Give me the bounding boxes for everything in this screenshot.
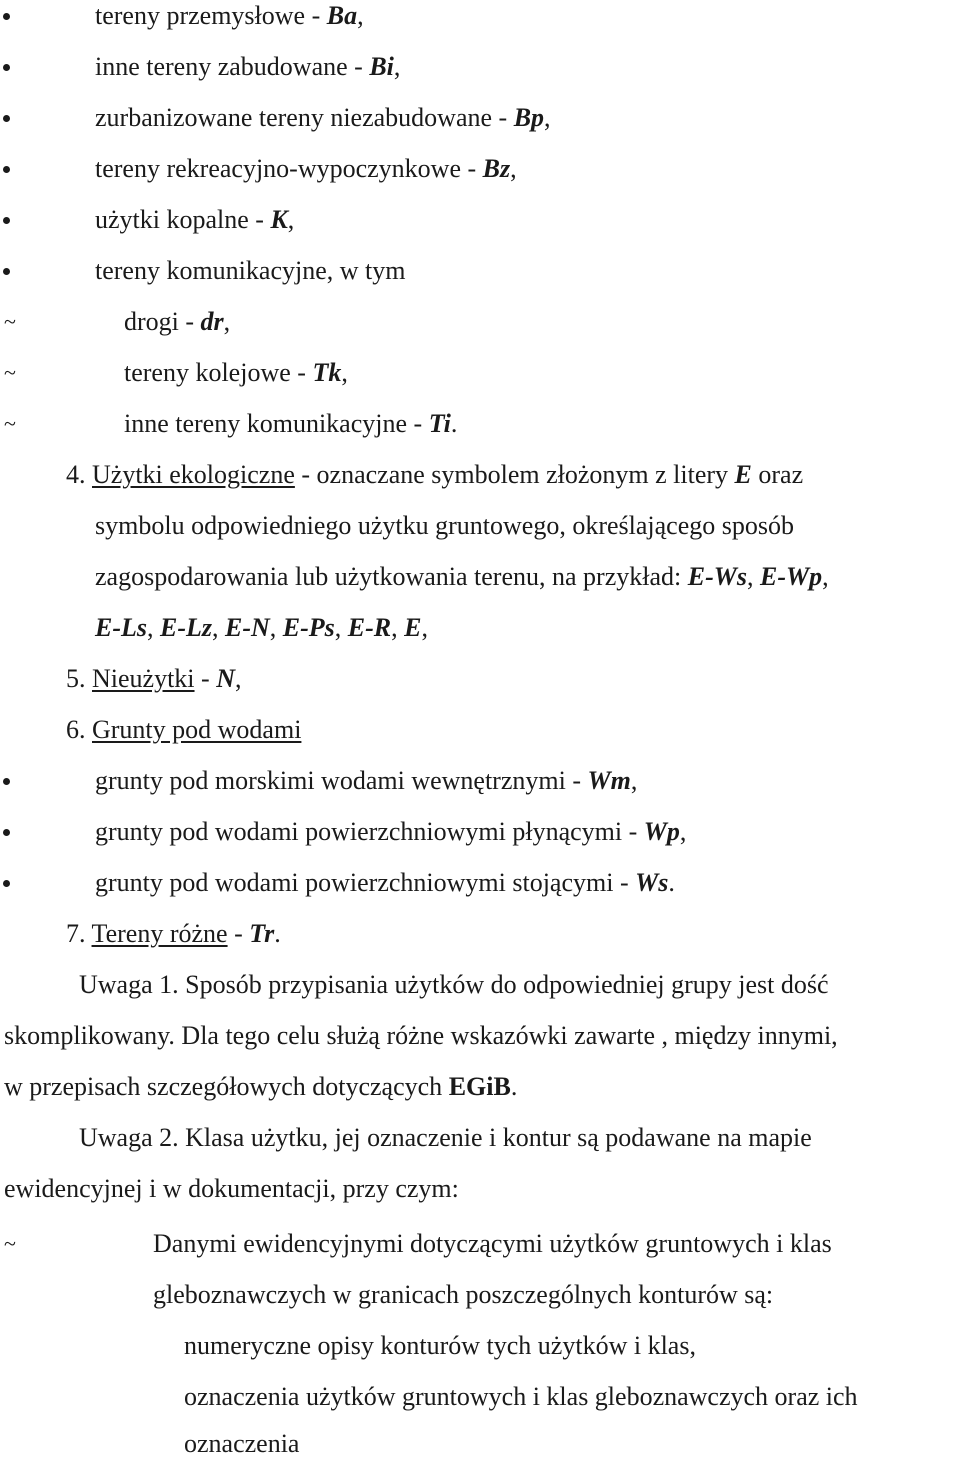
- numbered-item-7: 7. Tereny różne - Tr.: [66, 919, 281, 948]
- note-1-line: w przepisach szczegółowych dotyczących EGiB.: [4, 1072, 518, 1101]
- section-heading: Grunty pod wodami: [92, 715, 302, 744]
- note-1-line: Uwaga 1. Sposób przypisania użytków do odpowiedniej grupy jest dość: [79, 970, 829, 999]
- bullet-dot-icon: [3, 166, 10, 173]
- section-heading: Nieużytki: [92, 664, 195, 693]
- paragraph-line: zagospodarowania lub użytkowania terenu, na przykład: E-Ws, E-Wp,: [95, 562, 829, 591]
- bullet-dot-icon: [3, 880, 10, 887]
- bullet-dot-icon: [3, 115, 10, 122]
- note-2-line: ewidencyjnej i w dokumentacji, przy czym:: [4, 1174, 459, 1203]
- paragraph-line: gleboznawczych w granicach poszczególnych konturów są:: [153, 1280, 774, 1309]
- note-1-line: skomplikowany. Dla tego celu służą różne wskazówki zawarte , między innymi,: [4, 1021, 838, 1050]
- bullet-dot-icon: [3, 829, 10, 836]
- bullet-dot-icon: [3, 268, 10, 275]
- bullet-dot-icon: [3, 13, 10, 20]
- numbered-item-5: 5. Nieużytki - N,: [66, 664, 242, 693]
- section-heading: Tereny różne: [91, 919, 228, 948]
- numbered-item-4: 4. Użytki ekologiczne - oznaczane symbolem złożonym z litery E oraz: [66, 460, 804, 489]
- bullet-dot-icon: [3, 778, 10, 785]
- note-2-line: Uwaga 2. Klasa użytku, jej oznaczenie i kontur są podawane na mapie: [79, 1123, 812, 1152]
- tilde-marker: ~: [4, 1231, 16, 1256]
- sub-paragraph-line: numeryczne opisy konturów tych użytków i klas,: [184, 1331, 696, 1360]
- bullet-dot-icon: [3, 217, 10, 224]
- paragraph-line: E-Ls, E-Lz, E-N, E-Ps, E-R, E,: [95, 613, 428, 642]
- tilde-marker: ~: [4, 360, 16, 385]
- sub-paragraph-line: oznaczenia użytków gruntowych i klas gleboznawczych oraz ich: [184, 1382, 858, 1411]
- tilde-marker: ~: [4, 309, 16, 334]
- tilde-marker: ~: [4, 411, 16, 436]
- bullet-dot-icon: [3, 64, 10, 71]
- document-page: tereny przemysłowe - Ba, inne tereny zabudowane - Bi, zurbanizowane tereny niezabudowane - Bp, tereny rekreacyjno-wypoczynkowe - Bz, użytki kopalne - K, tereny komunikacyjne, w tym ~ drogi - dr, ~ tereny kolejowe - Tk, ~ inne tereny komunikacyjne - Ti. 4. Użytki ekologiczne - oznaczane symbolem złożonym z litery E oraz symbolu odpowiedniego użytku gruntowego, określającego sposób zagospodarowania lub użytkowania terenu, na przykład: E-Ws, E-Wp, E-Ls, E-Lz, E-N, E-Ps, E-R, E, 5. Nieużytki - N, 6. Grunty pod wodami grunty pod morskimi wodami wewnętrznymi - Wm, grunty pod wodami powierzchniowymi płynącymi - Wp, grunty pod wodami powierzchniowymi stojącymi - Ws. 7. Tereny różne - Tr. Uwaga 1. Sposób przypisania użytków do odpowiedniej grupy jest dość skomplikowany. Dla tego celu służą różne wskazówki zawarte , między innymi, w przepisach szczegółowych dotyczących EGiB. Uwaga 2. Klasa użytku, jej oznaczenie i kontur są podawane na mapie ewidencyjnej i w dokumentacji, przy czym: ~ Danymi ewidencyjnymi dotyczącymi użytków gruntowych i klas gleboznawczych w granicach poszczególnych konturów są: numeryczne opisy konturów tych użytków i klas, oznaczenia użytków gruntowych i klas gleboznawczych oraz ich oznaczenia: [4, 1, 858, 1458]
- section-heading: Użytki ekologiczne: [92, 460, 295, 489]
- sub-paragraph-line: oznaczenia: [184, 1429, 300, 1458]
- paragraph-line: symbolu odpowiedniego użytku gruntowego, określającego sposób: [95, 511, 794, 540]
- numbered-item-6: 6. Grunty pod wodami: [66, 715, 302, 744]
